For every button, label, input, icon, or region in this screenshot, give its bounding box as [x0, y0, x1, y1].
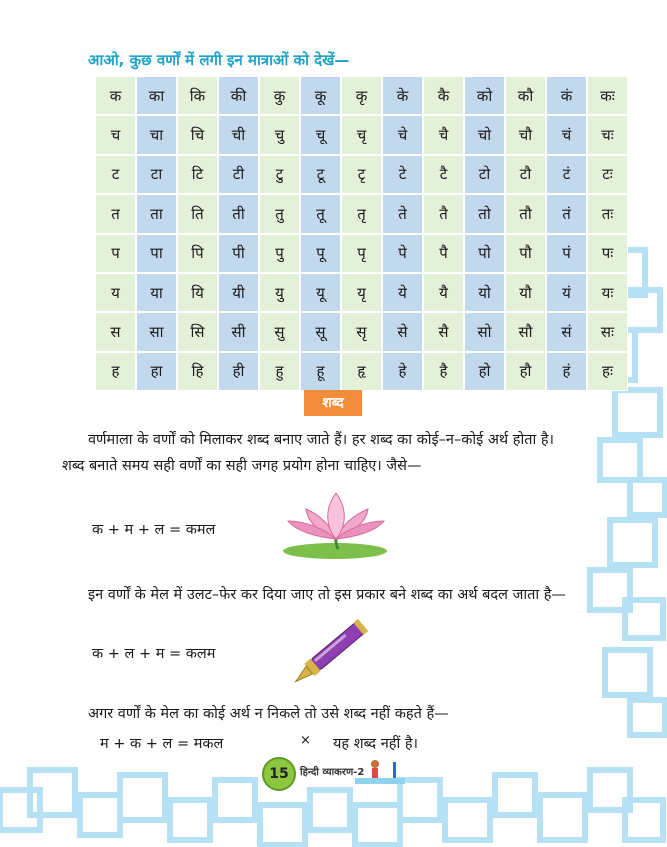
matra-cell: से [382, 312, 423, 351]
matra-cell: कै [423, 76, 464, 115]
matra-cell: टू [300, 155, 341, 194]
matra-cell: टु [259, 155, 300, 194]
matra-cell: चौ [505, 115, 546, 154]
matra-row [95, 352, 628, 391]
matra-cell: तौ [505, 194, 546, 233]
matra-cell: तृ [341, 194, 382, 233]
matra-cell: चू [300, 115, 341, 154]
lotus-image [280, 487, 395, 562]
matra-cell: टा [136, 155, 177, 194]
matra-row [95, 194, 628, 233]
matra-cell: टी [218, 155, 259, 194]
matra-cell: हि [177, 352, 218, 391]
matra-cell: चः [587, 115, 628, 154]
matra-cell: कृ [341, 76, 382, 115]
matra-cell: तः [587, 194, 628, 233]
matra-row [95, 155, 628, 194]
equation-kalam: क + ल + म = कलम [92, 646, 216, 662]
matra-cell: कु [259, 76, 300, 115]
matra-cell: ट [95, 155, 136, 194]
matra-cell: यो [464, 273, 505, 312]
matra-cell: य [95, 273, 136, 312]
matra-cell: टृ [341, 155, 382, 194]
paragraph-no-meaning: अगर वर्णों के मेल का कोई अर्थ न निकले तो उसे शब्द नहीं कहते हैं— [88, 706, 449, 722]
matra-cell: हौ [505, 352, 546, 391]
matra-cell: क [95, 76, 136, 115]
matra-cell: पा [136, 234, 177, 273]
matra-cell: हा [136, 352, 177, 391]
matra-cell: चृ [341, 115, 382, 154]
matra-cell: ह [95, 352, 136, 391]
matra-cell: ता [136, 194, 177, 233]
matra-cell: हः [587, 352, 628, 391]
matra-cell: यु [259, 273, 300, 312]
matra-cell: पृ [341, 234, 382, 273]
matra-cell: यौ [505, 273, 546, 312]
matra-cell: हू [300, 352, 341, 391]
matra-cell: टौ [505, 155, 546, 194]
matra-cell: ये [382, 273, 423, 312]
matra-cell: ही [218, 352, 259, 391]
equation-makal: म + क + ल = मकल [100, 736, 224, 752]
matra-cell: कः [587, 76, 628, 115]
matra-cell: पि [177, 234, 218, 273]
matra-cell: है [423, 352, 464, 391]
matra-cell: यं [546, 273, 587, 312]
matra-cell: टो [464, 155, 505, 194]
matra-cell: चै [423, 115, 464, 154]
matra-cell: कौ [505, 76, 546, 115]
matra-cell: ती [218, 194, 259, 233]
matra-cell: त [95, 194, 136, 233]
matra-cell: सौ [505, 312, 546, 351]
matra-cell: सं [546, 312, 587, 351]
matra-cell: सो [464, 312, 505, 351]
matra-cell: टे [382, 155, 423, 194]
matra-cell: चा [136, 115, 177, 154]
matra-cell: कि [177, 76, 218, 115]
pen-image [280, 612, 380, 697]
matra-cell: प [95, 234, 136, 273]
matra-cell: सि [177, 312, 218, 351]
equation-note: यह शब्द नहीं है। [333, 736, 419, 752]
matra-cell: पौ [505, 234, 546, 273]
paragraph-swap: इन वर्णों के मेल में उलट–फेर कर दिया जाए तो इस प्रकार बने शब्द का अर्थ बदल जाता है— [88, 587, 566, 603]
matra-row [95, 312, 628, 351]
paragraph-line-1: वर्णमाला के वर्णों को मिलाकर शब्द बनाए जाते हैं। हर शब्द का कोई–न–कोई अर्थ होता है। [88, 432, 555, 448]
matra-cell: सः [587, 312, 628, 351]
paragraph-line-2: शब्द बनाते समय सही वर्णों का सही जगह प्रयोग होना चाहिए। जैसे— [62, 458, 422, 474]
matra-cell: टं [546, 155, 587, 194]
matra-cell: कं [546, 76, 587, 115]
intro-text: आओ, कुछ वर्णों में लगी इन मात्राओं को देखें— [88, 51, 350, 69]
matra-cell: चे [382, 115, 423, 154]
matra-table [95, 76, 628, 391]
matra-row [95, 115, 628, 154]
matra-row [95, 76, 628, 115]
matra-cell: तो [464, 194, 505, 233]
matra-cell: टि [177, 155, 218, 194]
matra-cell: यी [218, 273, 259, 312]
matra-cell: तु [259, 194, 300, 233]
equation-kamal: क + म + ल = कमल [92, 522, 216, 538]
matra-cell: सू [300, 312, 341, 351]
matra-cell: पे [382, 234, 423, 273]
matra-cell: चं [546, 115, 587, 154]
footer-title: हिन्दी व्याकरण-2 [300, 767, 365, 778]
matra-cell: कू [300, 76, 341, 115]
matra-cell: तू [300, 194, 341, 233]
matra-cell: पं [546, 234, 587, 273]
page-number: 15 [262, 757, 296, 791]
footer-illustration [355, 756, 405, 784]
matra-cell: ति [177, 194, 218, 233]
matra-cell: स [95, 312, 136, 351]
matra-cell: सृ [341, 312, 382, 351]
matra-cell: पै [423, 234, 464, 273]
matra-cell: पी [218, 234, 259, 273]
matra-cell: को [464, 76, 505, 115]
matra-cell: टै [423, 155, 464, 194]
matra-cell: हु [259, 352, 300, 391]
matra-cell: पो [464, 234, 505, 273]
matra-row [95, 234, 628, 273]
matra-cell: का [136, 76, 177, 115]
matra-cell: हं [546, 352, 587, 391]
matra-cell: की [218, 76, 259, 115]
matra-cell: यू [300, 273, 341, 312]
matra-cell: सी [218, 312, 259, 351]
matra-cell: यै [423, 273, 464, 312]
matra-cell: या [136, 273, 177, 312]
matra-cell: हे [382, 352, 423, 391]
matra-cell: पः [587, 234, 628, 273]
matra-cell: टः [587, 155, 628, 194]
matra-cell: यः [587, 273, 628, 312]
matra-cell: सै [423, 312, 464, 351]
matra-cell: तै [423, 194, 464, 233]
cross-mark: × [300, 733, 311, 748]
matra-cell: के [382, 76, 423, 115]
matra-cell: चो [464, 115, 505, 154]
matra-cell: यृ [341, 273, 382, 312]
matra-cell: ते [382, 194, 423, 233]
matra-cell: हृ [341, 352, 382, 391]
matra-cell: चि [177, 115, 218, 154]
matra-cell: यि [177, 273, 218, 312]
section-heading: शब्द [304, 390, 362, 416]
matra-cell: चु [259, 115, 300, 154]
matra-cell: पु [259, 234, 300, 273]
matra-cell: सा [136, 312, 177, 351]
matra-cell: सु [259, 312, 300, 351]
matra-cell: तं [546, 194, 587, 233]
matra-cell: च [95, 115, 136, 154]
matra-cell: हो [464, 352, 505, 391]
matra-cell: ची [218, 115, 259, 154]
matra-cell: पू [300, 234, 341, 273]
matra-row [95, 273, 628, 312]
